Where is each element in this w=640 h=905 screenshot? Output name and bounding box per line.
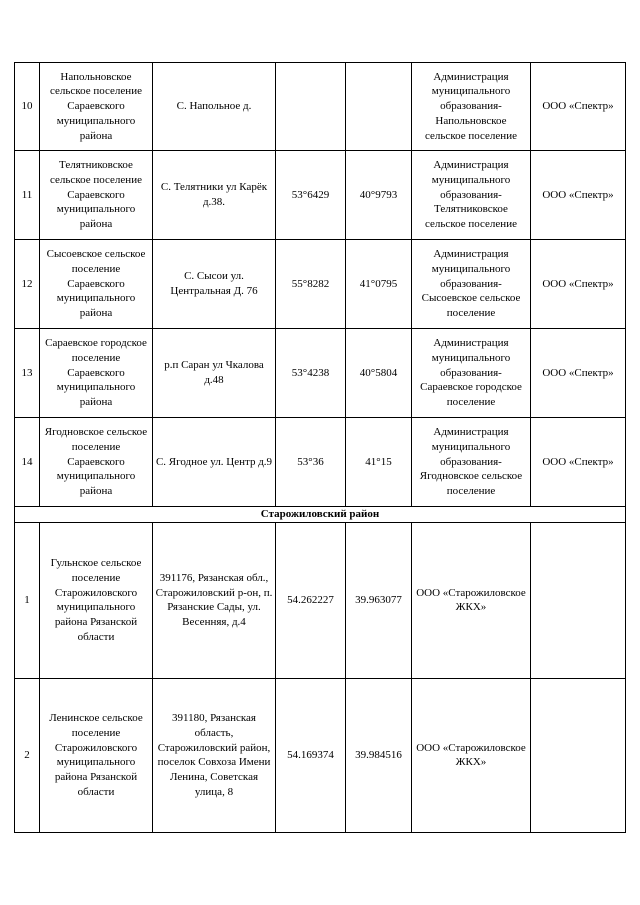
settlement-cell: Напольновское сельское поселение Сараевского муниципального района <box>40 63 153 151</box>
owner-cell: Администрация муниципального образования-Телятниковское сельское поселение <box>412 151 531 240</box>
operator-cell: ООО «Спектр» <box>531 63 626 151</box>
operator-cell: ООО «Спектр» <box>531 240 626 329</box>
settlement-cell: Гульнское сельское поселение Старожиловского муниципального района Рязанской области <box>40 522 153 678</box>
latitude-cell: 54.262227 <box>276 522 346 678</box>
longitude-cell <box>346 63 412 151</box>
address-cell: С. Ягодное ул. Центр д.9 <box>153 418 276 507</box>
table-row <box>15 63 626 151</box>
operator-cell: ООО «Спектр» <box>531 418 626 507</box>
longitude-cell: 40°9793 <box>346 151 412 240</box>
latitude-cell: 53°4238 <box>276 329 346 418</box>
row-number: 14 <box>15 418 40 507</box>
table-row <box>15 240 626 329</box>
operator-cell: ООО «Спектр» <box>531 151 626 240</box>
longitude-cell: 39.963077 <box>346 522 412 678</box>
table-row <box>15 151 626 240</box>
longitude-cell: 41°15 <box>346 418 412 507</box>
owner-cell: ООО «Старожиловское ЖКХ» <box>412 522 531 678</box>
settlement-cell: Ягодновское сельское поселение Сараевского муниципального района <box>40 418 153 507</box>
latitude-cell: 53°6429 <box>276 151 346 240</box>
table-row <box>15 678 626 832</box>
address-cell: р.п Саран ул Чкалова д.48 <box>153 329 276 418</box>
region-header-row <box>15 507 626 523</box>
operator-cell: ООО «Спектр» <box>531 329 626 418</box>
latitude-cell: 55°8282 <box>276 240 346 329</box>
operator-cell <box>531 678 626 832</box>
row-number: 2 <box>15 678 40 832</box>
address-cell: 391176, Рязанская обл., Старожиловский р-он, п. Рязанские Сады, ул. Весенняя, д.4 <box>153 522 276 678</box>
settlement-cell: Сараевское городское поселение Сараевского муниципального района <box>40 329 153 418</box>
settlement-cell: Телятниковское сельское поселение Сараевского муниципального района <box>40 151 153 240</box>
longitude-cell: 40°5804 <box>346 329 412 418</box>
longitude-cell: 39.984516 <box>346 678 412 832</box>
owner-cell: ООО «Старожиловское ЖКХ» <box>412 678 531 832</box>
longitude-cell: 41°0795 <box>346 240 412 329</box>
latitude-cell <box>276 63 346 151</box>
row-number: 13 <box>15 329 40 418</box>
row-number: 1 <box>15 522 40 678</box>
owner-cell: Администрация муниципального образования-Сараевское городское поселение <box>412 329 531 418</box>
address-cell: С. Напольное д. <box>153 63 276 151</box>
row-number: 12 <box>15 240 40 329</box>
region-title: Старожиловский район <box>15 507 626 523</box>
table-row <box>15 418 626 507</box>
owner-cell: Администрация муниципального образования-Сысоевское сельское поселение <box>412 240 531 329</box>
address-cell: С. Телятники ул Карёк д.38. <box>153 151 276 240</box>
latitude-cell: 54.169374 <box>276 678 346 832</box>
address-cell: 391180, Рязанская область, Старожиловский район, поселок Совхоза Имени Ленина, Советская улица, 8 <box>153 678 276 832</box>
owner-cell: Администрация муниципального образования-Ягодновское сельское поселение <box>412 418 531 507</box>
latitude-cell: 53°36 <box>276 418 346 507</box>
operator-cell <box>531 522 626 678</box>
owner-cell: Администрация муниципального образования-Напольновское сельское поселение <box>412 63 531 151</box>
table-row <box>15 329 626 418</box>
table-row <box>15 522 626 678</box>
address-cell: С. Сысои ул. Центральная Д. 76 <box>153 240 276 329</box>
settlement-cell: Сысоевское сельское поселение Сараевского муниципального района <box>40 240 153 329</box>
row-number: 10 <box>15 63 40 151</box>
settlement-cell: Ленинское сельское поселение Старожиловского муниципального района Рязанской области <box>40 678 153 832</box>
settlements-table <box>14 62 626 833</box>
row-number: 11 <box>15 151 40 240</box>
